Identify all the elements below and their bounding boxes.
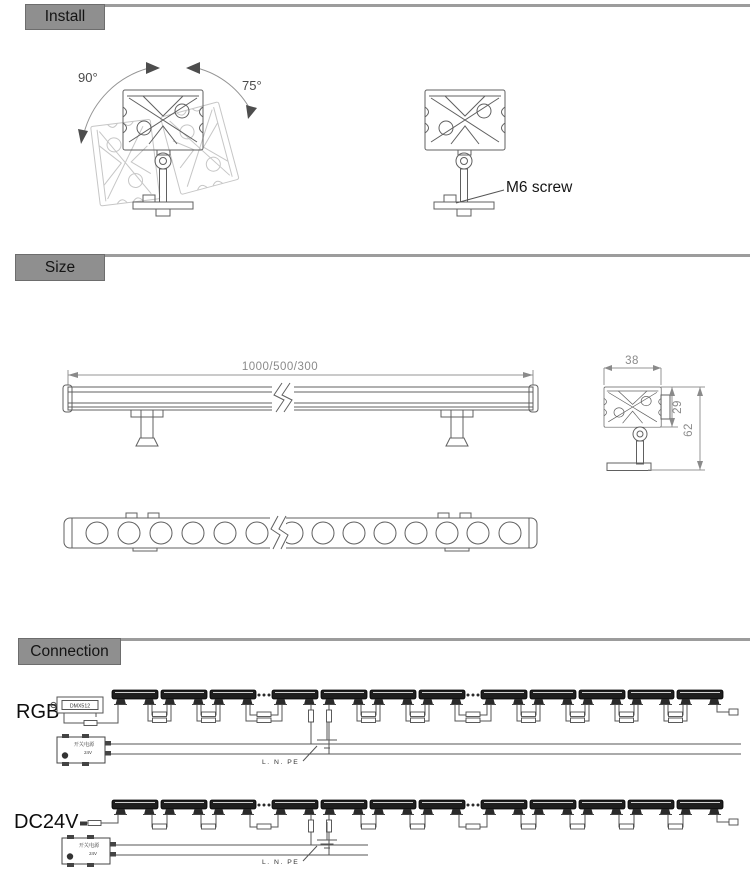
install-diagram (0, 0, 750, 250)
dc-jumper-cables (152, 815, 738, 829)
dmx-controller (51, 697, 118, 726)
bar-side-outline (63, 385, 538, 412)
rgb-power-bus (111, 744, 741, 754)
dc-psu-spec: 24V (89, 851, 97, 856)
bracket-tabs (126, 513, 471, 551)
rgb-light-bars (112, 690, 723, 705)
rgb-label: RGB (16, 701, 60, 723)
dc-mains-leader (303, 846, 317, 861)
connection-section-header (18, 638, 121, 665)
end-view (604, 355, 705, 471)
connection-header-rule (18, 638, 750, 641)
m6-screw-label: M6 screw (506, 179, 573, 196)
profile-mount (607, 427, 651, 471)
fixture-ghost-right (160, 102, 239, 195)
dc-psu-name: 开关电源 (78, 843, 100, 849)
led-row (86, 522, 521, 544)
dc24v-label: DC24V (14, 811, 79, 833)
dc-ground-symbol (317, 822, 337, 848)
fixture-body-2 (425, 90, 505, 150)
connection-title: Connection (30, 642, 109, 660)
dc-mains-label: L. N. PE (262, 859, 300, 866)
total-height-label: 62 (683, 423, 695, 437)
size-diagram (0, 300, 750, 580)
dmx-label: DMX512 (69, 703, 91, 710)
dc-power-feed (309, 815, 332, 855)
bottom-view (64, 513, 537, 551)
fixture-mount-right (434, 150, 494, 216)
length-dimension-label: 1000/500/300 (241, 361, 319, 373)
rgb-wiring-row (16, 690, 741, 766)
dc-left-stub (80, 815, 118, 826)
rgb-psu-spec: 24V (84, 750, 92, 755)
dc-light-bars (112, 800, 723, 815)
size-title: Size (44, 258, 76, 276)
install-title: Install (44, 8, 86, 25)
screw-fixture-view (425, 90, 573, 216)
profile-side-rail (661, 395, 670, 419)
size-section-header (15, 254, 105, 281)
profile-cross-section (604, 387, 661, 427)
angle-90-label: 90° (78, 70, 98, 85)
angle-75-label: 75° (242, 78, 262, 93)
rgb-psu-name: 开关电源 (73, 742, 95, 748)
rgb-mains-label: L. N. PE (262, 759, 300, 766)
rotating-fixture-view (78, 62, 262, 216)
dc24v-wiring-row (14, 800, 738, 867)
mount-bracket-left (131, 410, 163, 446)
side-view (63, 361, 538, 446)
fixture-body (123, 90, 203, 150)
rotation-arcs (78, 62, 262, 144)
rgb-end-stub (717, 705, 729, 712)
connection-diagram (0, 665, 750, 885)
width-dimension-label: 38 (625, 355, 639, 367)
m6-leader-line (456, 190, 504, 203)
rgb-power-feed (309, 705, 332, 754)
rgb-jumper-cables (148, 705, 738, 723)
profile-height-label: 29 (672, 400, 684, 414)
dc-power-bus (116, 845, 368, 855)
size-header-rule (15, 254, 750, 257)
mount-bracket-right (441, 410, 473, 446)
dc-end-stub (717, 815, 729, 822)
